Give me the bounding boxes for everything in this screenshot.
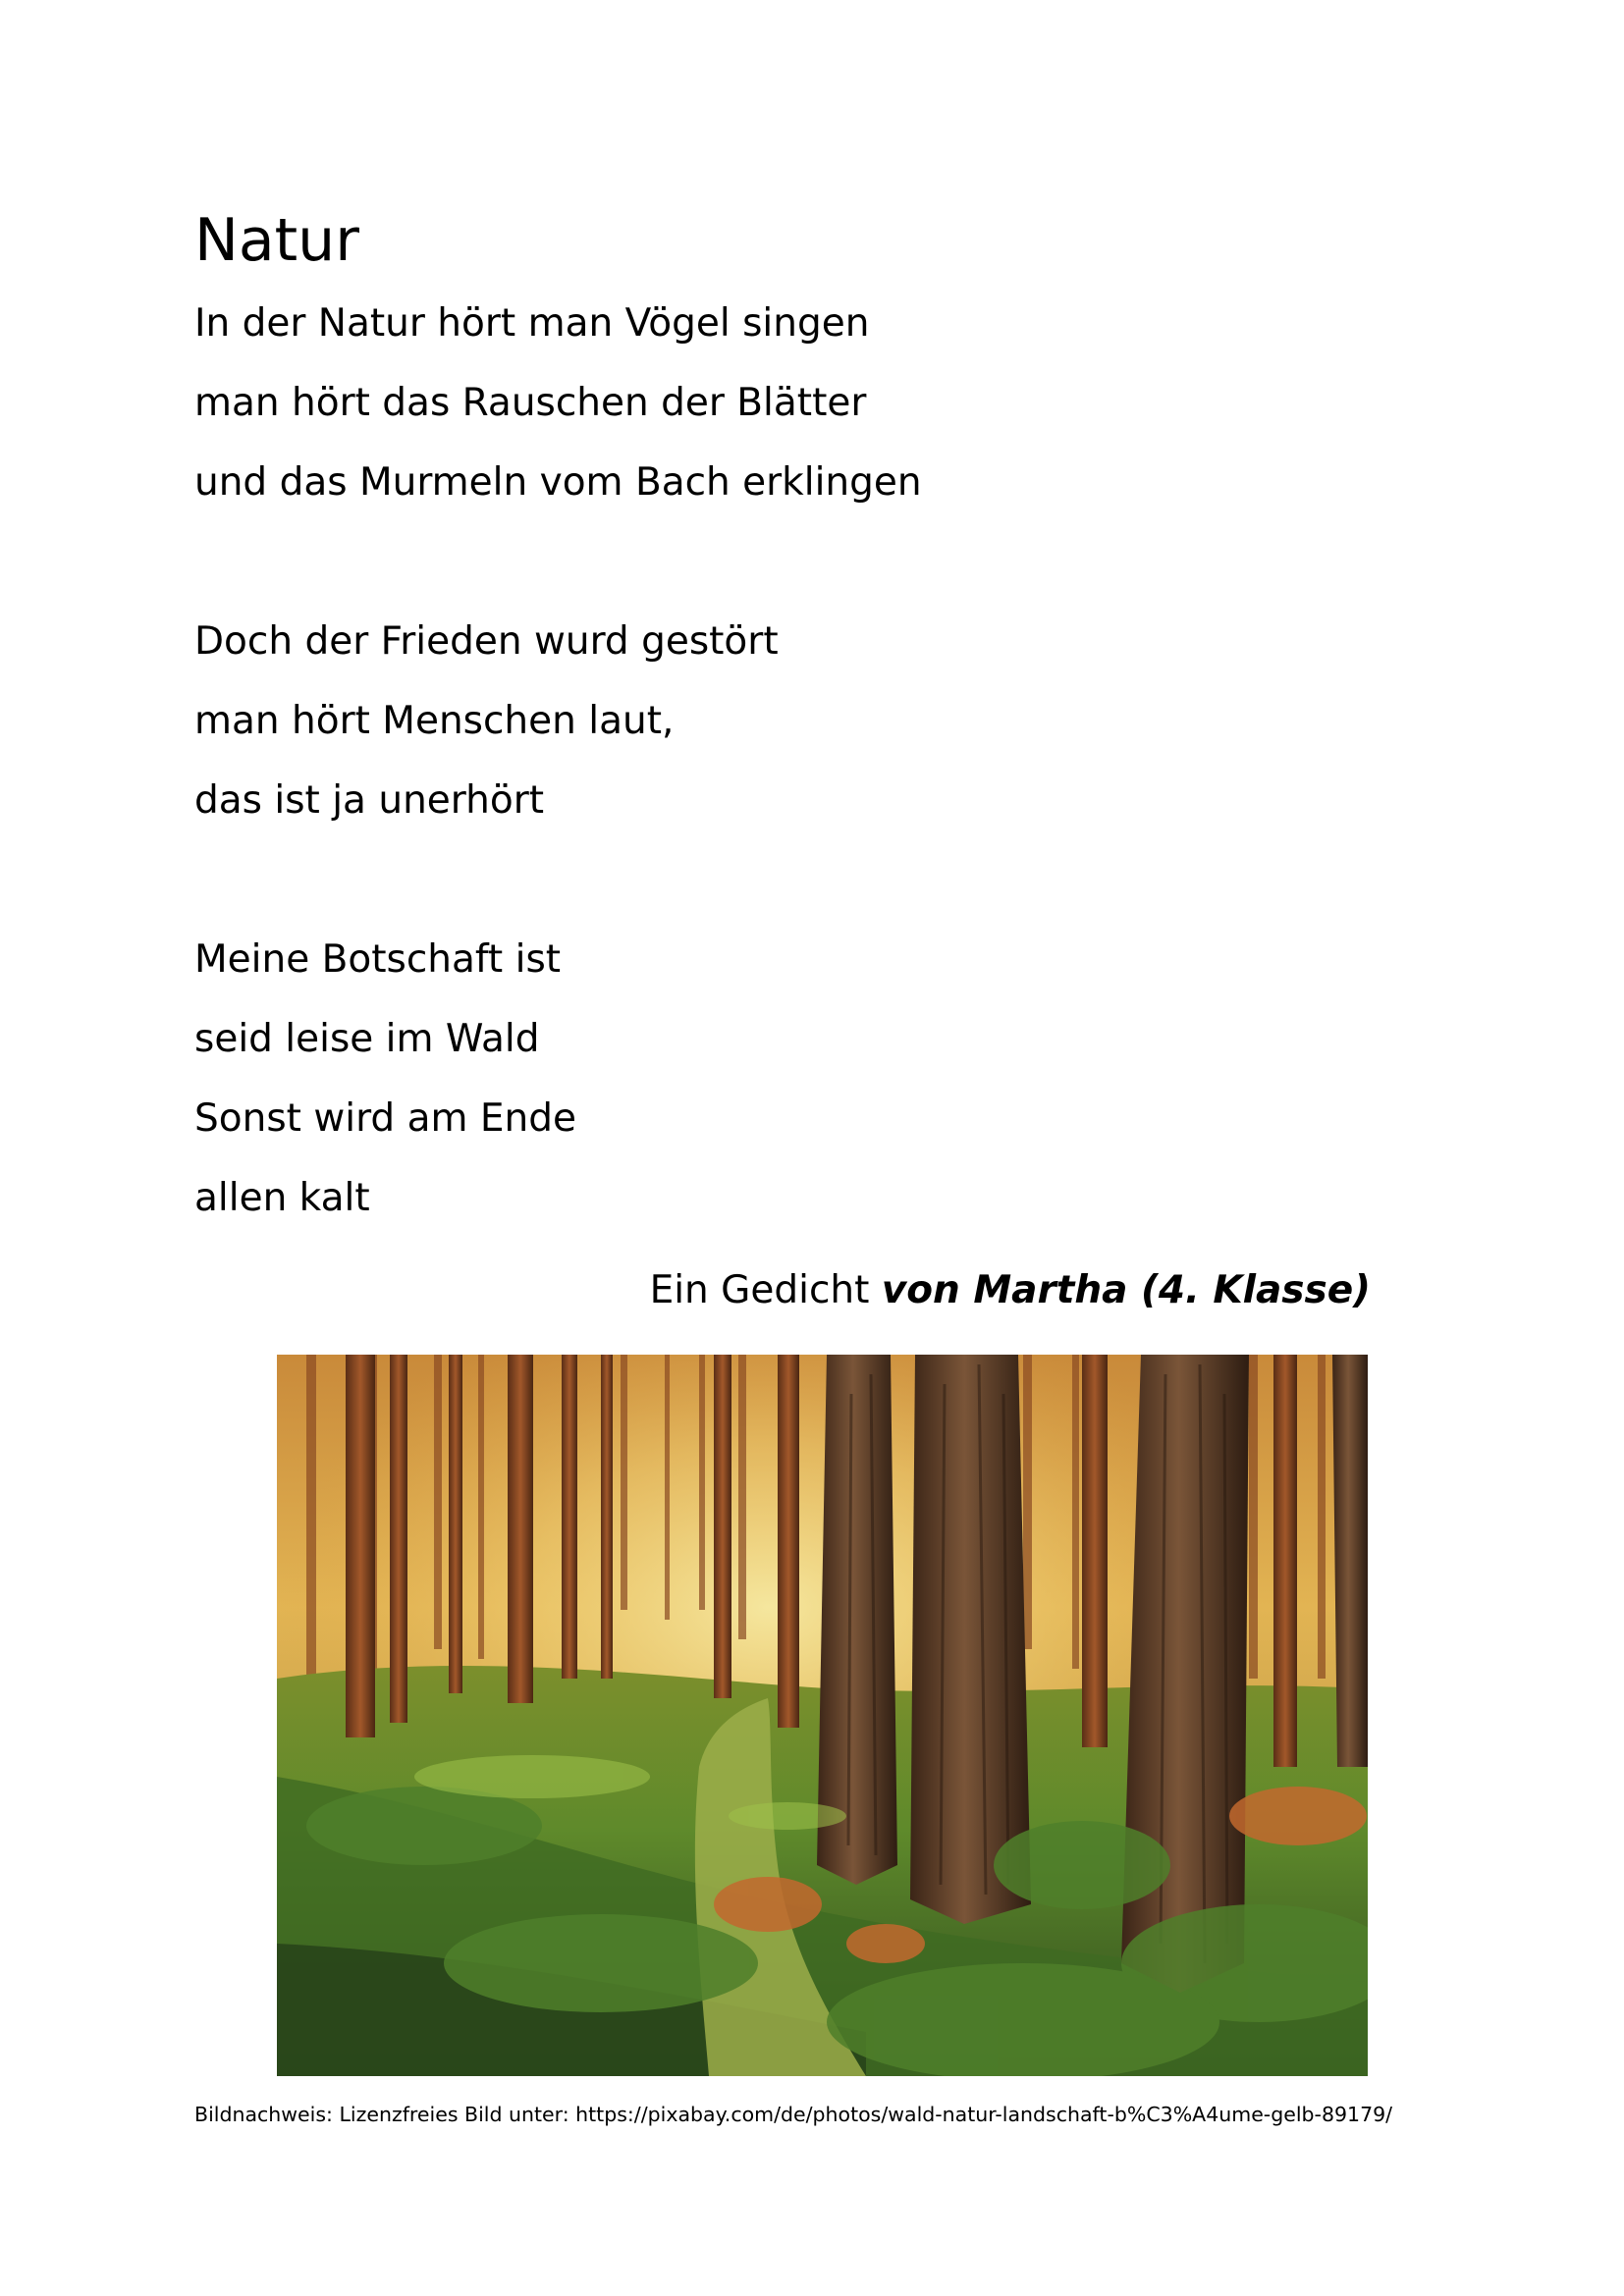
poem-line: Meine Botschaft ist <box>194 937 562 982</box>
byline-prefix: Ein Gedicht <box>649 1268 882 1312</box>
forest-photo <box>277 1355 1368 2076</box>
byline-author: von Martha (4. Klasse) <box>881 1268 1371 1312</box>
poem-title: Natur <box>194 206 359 275</box>
poem-line: man hört Menschen laut, <box>194 699 675 743</box>
poem-line: In der Natur hört man Vögel singen <box>194 301 870 346</box>
poem-byline <box>650 1266 1371 1315</box>
poem-line: allen kalt <box>194 1176 370 1220</box>
poem-line: Doch der Frieden wurd gestört <box>194 619 779 664</box>
poem-line: und das Murmeln vom Bach erklingen <box>194 460 922 505</box>
poem-line: das ist ja unerhört <box>194 778 545 823</box>
poem-line: seid leise im Wald <box>194 1017 540 1061</box>
poem-line: Sonst wird am Ende <box>194 1096 576 1141</box>
poem-line: man hört das Rauschen der Blätter <box>194 381 867 425</box>
image-credit: Bildnachweis: Lizenzfreies Bild unter: https://pixabay.com/de/photos/wald-natur-landschaft-b%C3%A4ume-gelb-89179/ <box>194 2103 1393 2126</box>
